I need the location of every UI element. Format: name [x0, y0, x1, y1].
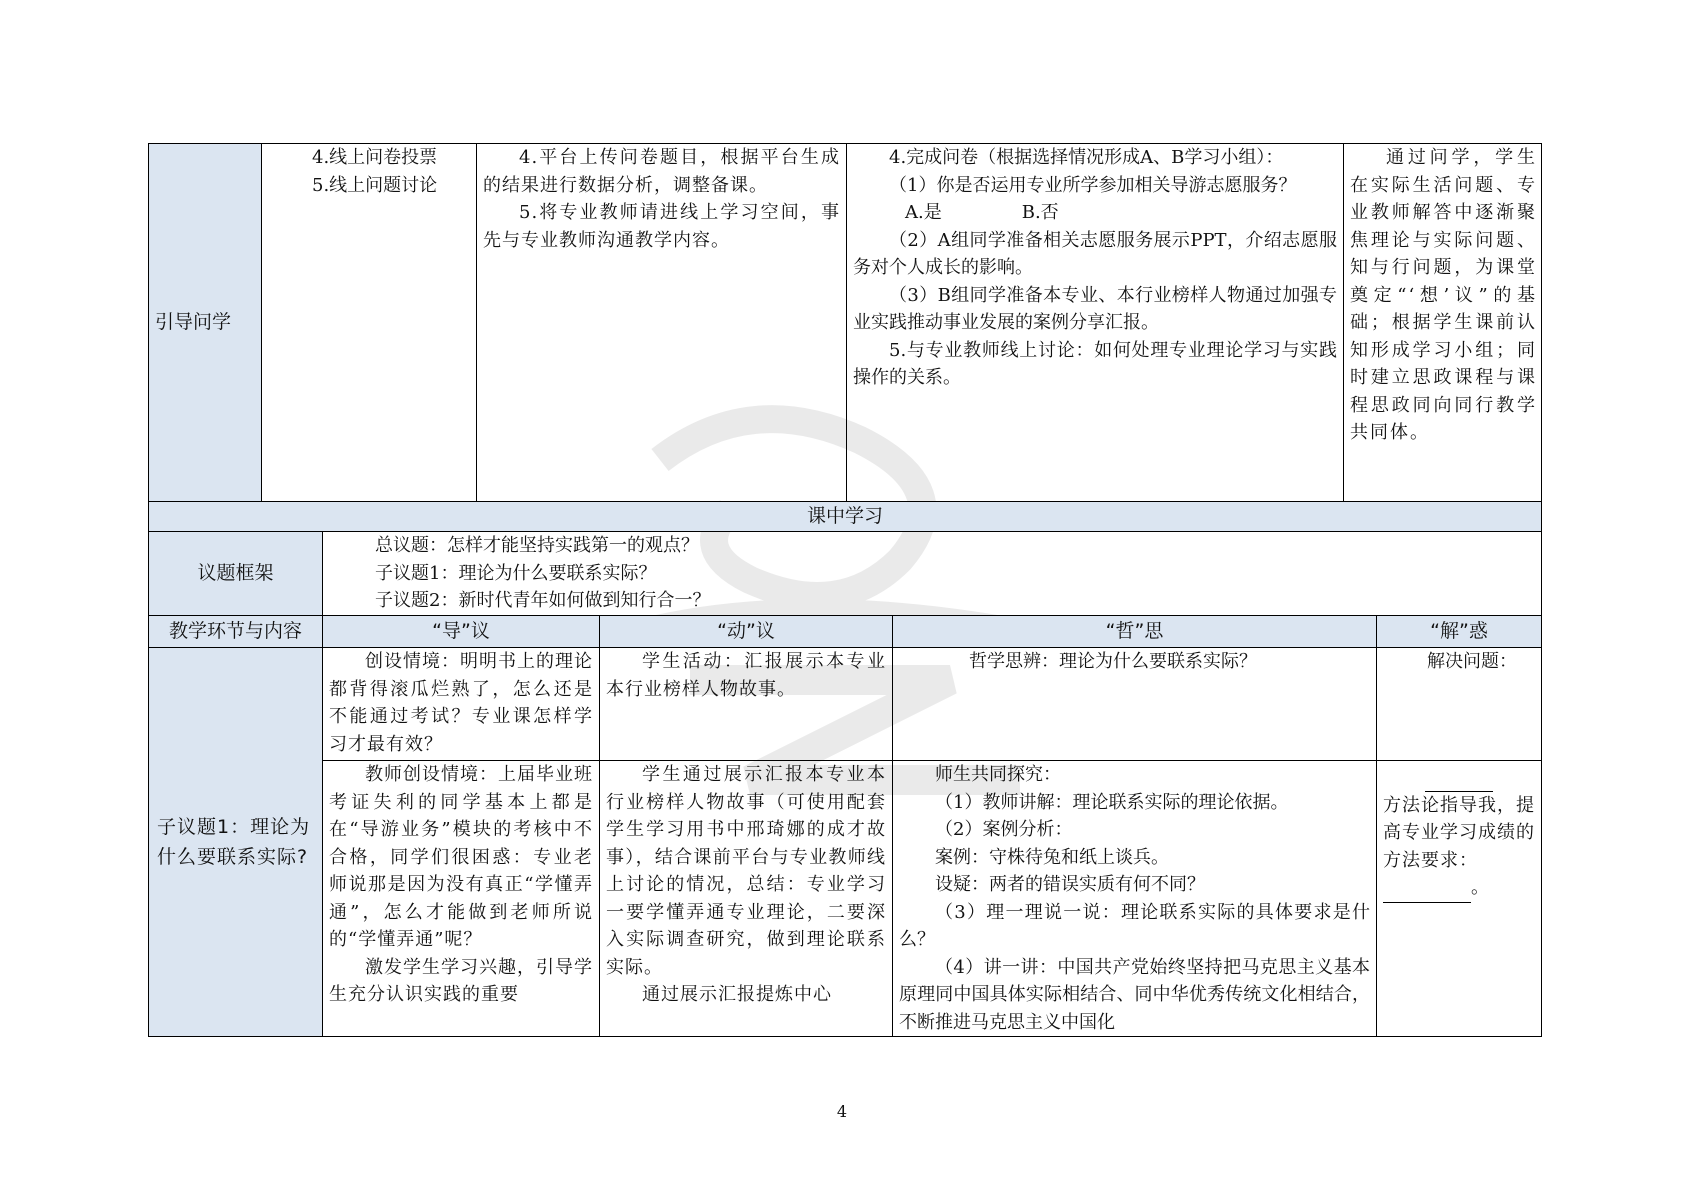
row1-jie: 解决问题： [1377, 648, 1542, 761]
answer-blank-2 [1383, 874, 1471, 903]
row2-zhe: 师生共同探究： （1）教师讲解：理论联系实际的理论依据。 （2）案例分析： 案例：守株待兔和纸上谈兵。 设疑：两者的错误实质有何不同？ （3）理一理说一说：理论联系实际的具体要求是什么？ （4）讲一讲：中国共产党始终坚持把马克思主义基本原理同中国具体实际相结合、同中华优秀传统文化相结合，不断推进马克思主义中国化 [893, 761, 1377, 1037]
page-number: 4 [836, 1102, 848, 1121]
teacher-activities: 4.平台上传问卷题目，根据平台生成的结果进行数据分析，调整备课。 5.将专业教师请进线上学习空间，事先与专业教师沟通教学内容。 [477, 144, 847, 502]
col-header-dao: “导”议 [323, 616, 600, 648]
row1-dao: 创设情境：明明书上的理论都背得滚瓜烂熟了，怎么还是不能通过考试？专业课怎样学习才最有效？ [323, 648, 600, 761]
col-header-dong: “动”议 [600, 616, 893, 648]
subtopic-1-label: 子议题1：理论为什么要联系实际? [149, 648, 323, 1037]
design-intent: 通过问学，学生在实际生活问题、专业教师解答中逐渐聚焦理论与实际问题、知与行问题，为课堂奠定“‘想’议”的基础；根据学生课前认知形成学习小组；同时建立思政课程与课程思政同向同行教学共同体。 [1344, 144, 1542, 502]
col-header-zhe: “哲”思 [893, 616, 1377, 648]
answer-blank-1 [1425, 763, 1493, 792]
row2-dong: 学生通过展示汇报本专业本行业榜样人物故事（可使用配套学生学习用书中邢琦娜的成才故事），结合课前平台与专业教师线上讨论的情况，总结：专业学习一要学懂弄通专业理论，二要深入实际调查研究，做到理论联系实际。 通过展示汇报提炼中心 [600, 761, 893, 1037]
online-activities: 4.线上问卷投票 5.线上问题讨论 [262, 144, 477, 502]
col-header-stage: 教学环节与内容 [149, 616, 323, 648]
row1-dong: 学生活动：汇报展示本专业本行业榜样人物故事。 [600, 648, 893, 761]
preclass-table [148, 143, 1542, 502]
row1-zhe: 哲学思辨：理论为什么要联系实际？ [893, 648, 1377, 761]
student-activities: 4.完成问卷（根据选择情况形成A、B学习小组）： （1）你是否运用专业所学参加相关导游志愿服务？ A.是 B.否 （2）A组同学准备相关志愿服务展示PPT，介绍志愿服务对个人成长的影响。 （3）B组同学准备本专业、本行业榜样人物通过加强专业实践推动事业发展的案例分享汇报。 5.与专业教师线上讨论：如何处理专业理论学习与实践操作的关系。 [847, 144, 1344, 502]
framework-label: 议题框架 [149, 532, 323, 616]
framework-content: 总议题：怎样才能坚持实践第一的观点？ 子议题1：理论为什么要联系实际？ 子议题2：新时代青年如何做到知行合一？ [323, 532, 1542, 616]
section-title: 课中学习 [149, 502, 1542, 532]
stage-label: 引导问学 [149, 144, 262, 502]
col-header-jie: “解”惑 [1377, 616, 1542, 648]
inclass-table [148, 501, 1542, 1037]
row2-jie: 方法论指导我，提高专业学习成绩的方法要求： 。 [1377, 761, 1542, 1037]
row2-dao: 教师创设情境：上届毕业班考证失利的同学基本上都是在“导游业务”模块的考核中不合格，同学们很困惑：专业老师说那是因为没有真正“学懂弄通”，怎么才能做到老师所说的“学懂弄通”呢？ 激发学生学习兴趣，引导学生充分认识实践的重要 [323, 761, 600, 1037]
